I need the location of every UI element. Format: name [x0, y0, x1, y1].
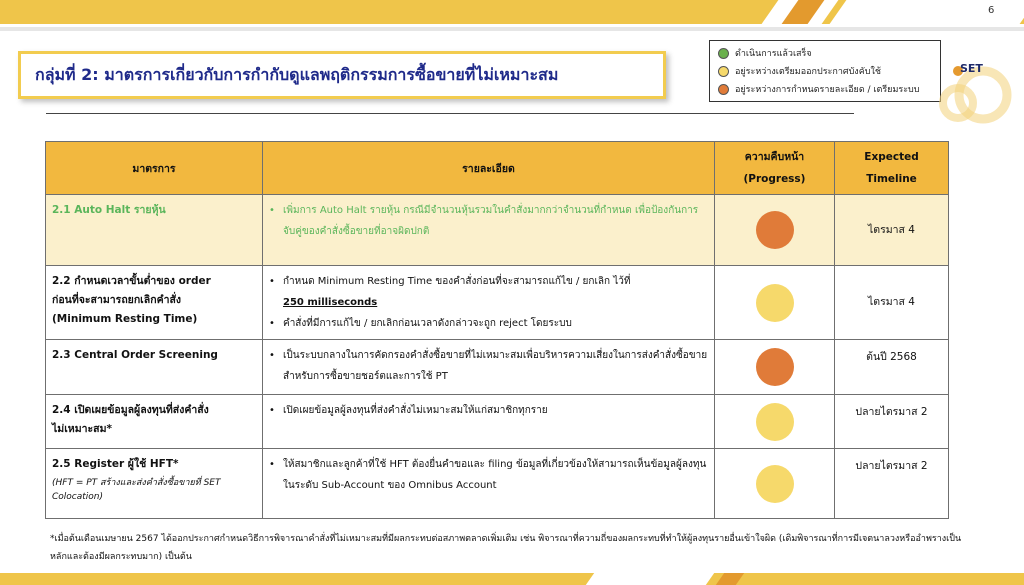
- timeline-cell: [835, 395, 949, 449]
- detail-text: เพิ่มการ Auto Halt รายหุ้น กรณีมีจำนวนหุ้นรวมในคำสั่งมากกว่าจำนวนที่กำหนด เพื่อป้องกันการจับคู่ของคำสั่งซื้อขายที่อาจผิดปกติ: [283, 205, 699, 237]
- detail-text: กำหนด Minimum Resting Time ของคำสั่งก่อนที่จะสามารถแก้ไข / ยกเลิก ไว้ที่: [283, 276, 631, 287]
- progress-yellow-circle: [756, 403, 794, 441]
- measure-cell: [46, 195, 263, 266]
- progress-cell: [715, 340, 835, 395]
- legend-label: ดำเนินการแล้วเสร็จ: [735, 49, 812, 59]
- timeline-text: ไตรมาส 4: [868, 296, 915, 308]
- bullet-icon: •: [269, 276, 275, 287]
- yellow-dot-icon: [718, 66, 729, 77]
- measure-cell: [46, 395, 263, 449]
- table-row: [46, 266, 949, 340]
- table-row: [46, 395, 949, 449]
- bullet-icon: •: [269, 205, 275, 216]
- header-progress-line2: (Progress): [743, 173, 806, 185]
- top-divider: [0, 27, 1024, 31]
- top-decor-band: [0, 0, 1024, 24]
- measure-cell: [46, 340, 263, 395]
- timeline-text: ต้นปี 2568: [866, 351, 917, 363]
- table-header-row: [46, 142, 949, 195]
- progress-yellow-circle: [756, 284, 794, 322]
- header-timeline-line2: Timeline: [866, 173, 917, 185]
- detail-cell: [263, 340, 715, 395]
- bottom-decor-band: [0, 573, 1024, 585]
- measure-label: 2.1 Auto Halt รายหุ้น: [52, 204, 166, 216]
- measure-label: 2.4 เปิดเผยข้อมูลผู้ลงทุนที่ส่งคำสั่ง: [52, 404, 209, 416]
- header-detail: รายละเอียด: [263, 142, 715, 195]
- legend-label: อยู่ระหว่างการกำหนดรายละเอียด / เตรียมระบบ: [735, 85, 920, 95]
- bullet-icon: •: [269, 459, 275, 470]
- progress-cell: [715, 449, 835, 519]
- header-timeline-line1: Expected: [864, 151, 919, 163]
- legend-item-in-progress: [718, 80, 932, 98]
- measures-table: [45, 141, 949, 519]
- legend-item-done: [718, 44, 932, 62]
- progress-yellow-circle: [756, 465, 794, 503]
- timeline-text: ปลายไตรมาส 2: [855, 406, 928, 418]
- green-dot-icon: [718, 48, 729, 59]
- header-timeline: [835, 142, 949, 195]
- header-progress-line1: ความคืบหน้า: [744, 151, 805, 163]
- timeline-cell: [835, 195, 949, 266]
- detail-cell: [263, 266, 715, 340]
- timeline-cell: [835, 266, 949, 340]
- measure-label: ไม่เหมาะสม*: [52, 423, 112, 435]
- detail-text: คำสั่งที่มีการแก้ไข / ยกเลิกก่อนเวลาดังกล่าวจะถูก reject โดยระบบ: [283, 318, 572, 329]
- page-number: 6: [988, 5, 995, 16]
- timeline-text: ปลายไตรมาส 2: [855, 460, 928, 472]
- detail-text: ให้สมาชิกและลูกค้าที่ใช้ HFT ต้องยื่นคำขอและ filing ข้อมูลที่เกี่ยวข้องให้สามารถเห็นข้อมูลผู้ลงทุนในระดับ Sub-Account ของ Omnibus Account: [283, 459, 707, 491]
- title-box: [18, 51, 666, 99]
- logo-text: SET: [960, 62, 983, 75]
- measure-cell: [46, 266, 263, 340]
- table-row: [46, 340, 949, 395]
- status-legend: [709, 40, 941, 102]
- table-row: [46, 449, 949, 519]
- header-measure: มาตรการ: [46, 142, 263, 195]
- progress-orange-circle: [756, 211, 794, 249]
- table-row: [46, 195, 949, 266]
- title-underline: [46, 113, 854, 114]
- progress-cell: [715, 395, 835, 449]
- progress-cell: [715, 195, 835, 266]
- timeline-text: ไตรมาส 4: [868, 223, 915, 236]
- measure-cell: [46, 449, 263, 519]
- bullet-icon: •: [269, 405, 275, 416]
- progress-cell: [715, 266, 835, 340]
- progress-orange-circle: [756, 348, 794, 386]
- detail-text: เป็นระบบกลางในการคัดกรองคำสั่งซื้อขายที่ไม่เหมาะสมเพื่อบริหารความเสี่ยงในการส่งคำสั่งซื้อขาย สำหรับการซื้อขายชอร์ตและการใช้ PT: [283, 350, 708, 382]
- timeline-cell: [835, 340, 949, 395]
- header-progress: [715, 142, 835, 195]
- orange-dot-icon: [718, 84, 729, 95]
- detail-cell: [263, 449, 715, 519]
- timeline-cell: [835, 449, 949, 519]
- measure-label: 2.2 กำหนดเวลาขั้นต่ำของ order: [52, 275, 211, 287]
- bullet-icon: •: [269, 318, 275, 329]
- legend-label: อยู่ระหว่างเตรียมออกประกาศบังคับใช้: [735, 67, 881, 77]
- measure-label: 2.3 Central Order Screening: [52, 349, 218, 361]
- bullet-icon: •: [269, 350, 275, 361]
- detail-bold-text: 250 milliseconds: [283, 297, 378, 308]
- detail-cell: [263, 395, 715, 449]
- detail-text: เปิดเผยข้อมูลผู้ลงทุนที่ส่งคำสั่งไม่เหมาะสมให้แก่สมาชิกทุกราย: [283, 405, 548, 416]
- legend-item-preparing: [718, 62, 932, 80]
- measure-label: 2.5 Register ผู้ใช้ HFT*: [52, 458, 179, 470]
- page-title: กลุ่มที่ 2: มาตรการเกี่ยวกับการกำกับดูแลพฤติกรรมการซื้อขายที่ไม่เหมาะสม: [35, 64, 559, 84]
- detail-cell: [263, 195, 715, 266]
- footnote: *เมื่อต้นเดือนเมษายน 2567 ได้ออกประกาศกำหนดวิธีการพิจารณาคำสั่งที่ไม่เหมาะสมที่มีผลกระทบต่อสภาพตลาดเพิ่มเติม เช่น พิจารณาที่ความถี่ของผลกระทบที่ทำให้ผู้ลงทุนรายอื่นเข้าใจผิด (เดิมพิจารณาที่การมีเจตนาลวงหรืออำพรางเป็นหลักและต้องมีผลกระทบมาก) เป็นต้น: [50, 534, 962, 562]
- measure-note: (HFT = PT สร้างและส่งคำสั่งซื้อขายที่ SET Colocation): [52, 478, 221, 502]
- measure-label: ก่อนที่จะสามารถยกเลิกคำสั่ง: [52, 294, 182, 306]
- measure-label: (Minimum Resting Time): [52, 313, 198, 325]
